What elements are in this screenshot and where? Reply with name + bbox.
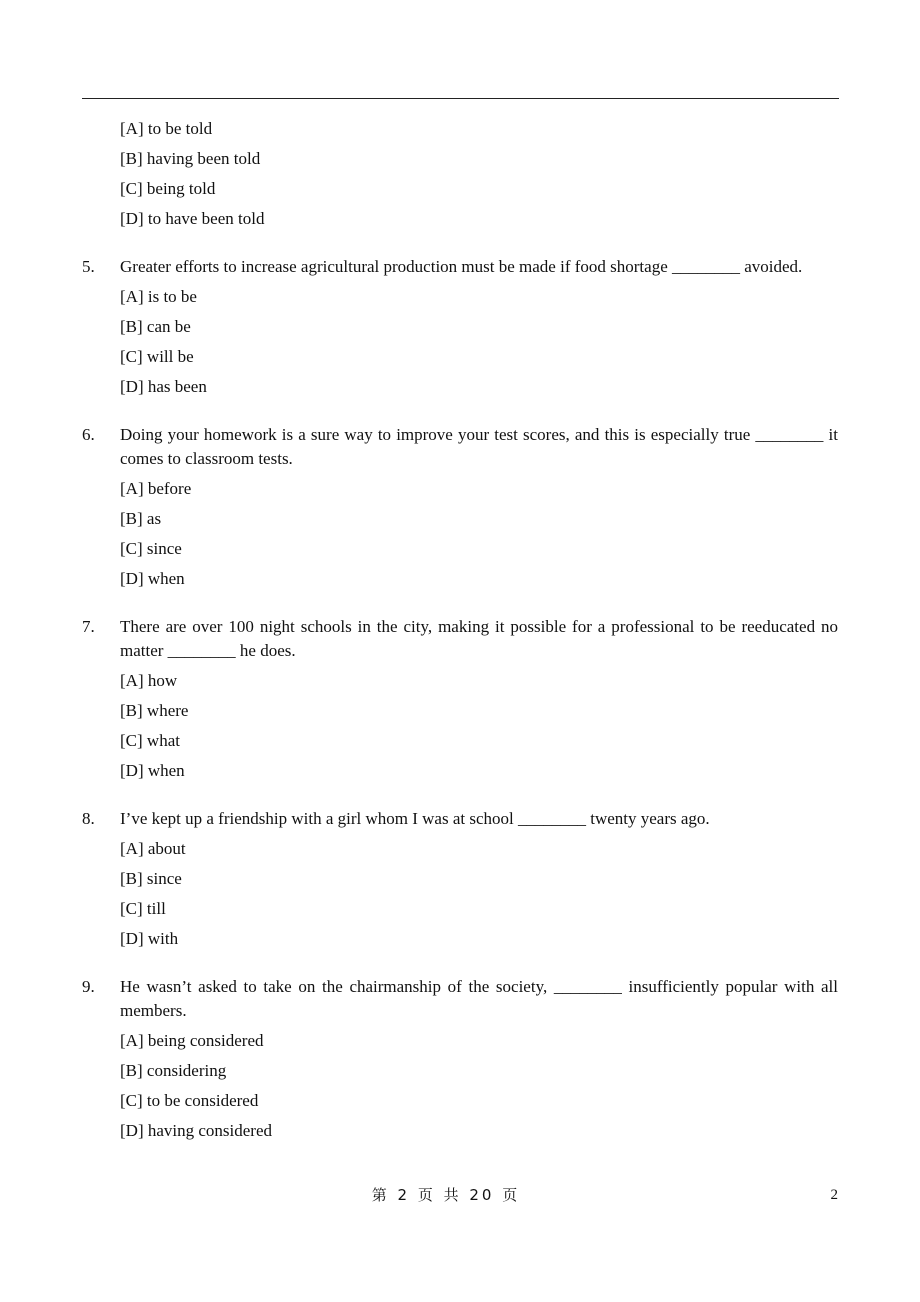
option-a: [A] how	[120, 671, 178, 690]
question-number: 9.	[82, 977, 95, 996]
option-d: [D] having considered	[120, 1121, 273, 1140]
question-list	[82, 117, 838, 1149]
question-number: 8.	[82, 809, 95, 828]
option-a: [A] before	[120, 479, 192, 498]
question-5	[82, 255, 838, 405]
option-d: [D] when	[120, 761, 185, 780]
option-c: [C] being told	[120, 179, 216, 198]
header-rule	[82, 98, 839, 99]
option-d: [D] when	[120, 569, 185, 588]
question-text: Greater efforts to increase agricultural production must be made if food shortage ________ avoided.	[120, 257, 803, 276]
option-d: [D] with	[120, 929, 179, 948]
question-6	[82, 423, 838, 597]
question-number: 7.	[82, 617, 95, 636]
question-8	[82, 807, 838, 957]
page-number: 2	[830, 1187, 838, 1203]
option-a: [A] being considered	[120, 1031, 264, 1050]
option-d: [D] to have been told	[120, 209, 265, 228]
question-text: Doing your homework is a sure way to improve your test scores, and this is especially true ________ it comes to classroom tests.	[120, 425, 838, 468]
option-a: [A] is to be	[120, 287, 197, 306]
option-b: [B] since	[120, 869, 182, 888]
question-7	[82, 615, 838, 789]
option-b: [B] as	[120, 509, 162, 528]
continued-options	[82, 117, 838, 237]
option-c: [C] will be	[120, 347, 194, 366]
option-c: [C] since	[120, 539, 182, 558]
option-c: [C] to be considered	[120, 1091, 259, 1110]
option-b: [B] considering	[120, 1061, 227, 1080]
page-footer	[0, 1183, 920, 1207]
question-9	[82, 975, 838, 1149]
option-c: [C] till	[120, 899, 166, 918]
option-d: [D] has been	[120, 377, 207, 396]
option-b: [B] where	[120, 701, 189, 720]
question-number: 5.	[82, 257, 95, 276]
question-number: 6.	[82, 425, 95, 444]
option-a: [A] to be told	[120, 119, 213, 138]
option-a: [A] about	[120, 839, 186, 858]
option-b: [B] having been told	[120, 149, 261, 168]
question-text: He wasn’t asked to take on the chairmanship of the society, ________ insufficiently popular with all members.	[120, 977, 838, 1020]
page-count-label: 第 2 页 共 20 页	[371, 1186, 521, 1204]
question-text: There are over 100 night schools in the city, making it possible for a professional to be reeducated no matter ________ he does.	[120, 617, 838, 660]
option-c: [C] what	[120, 731, 180, 750]
option-b: [B] can be	[120, 317, 191, 336]
question-text: I’ve kept up a friendship with a girl whom I was at school ________ twenty years ago.	[120, 809, 710, 828]
